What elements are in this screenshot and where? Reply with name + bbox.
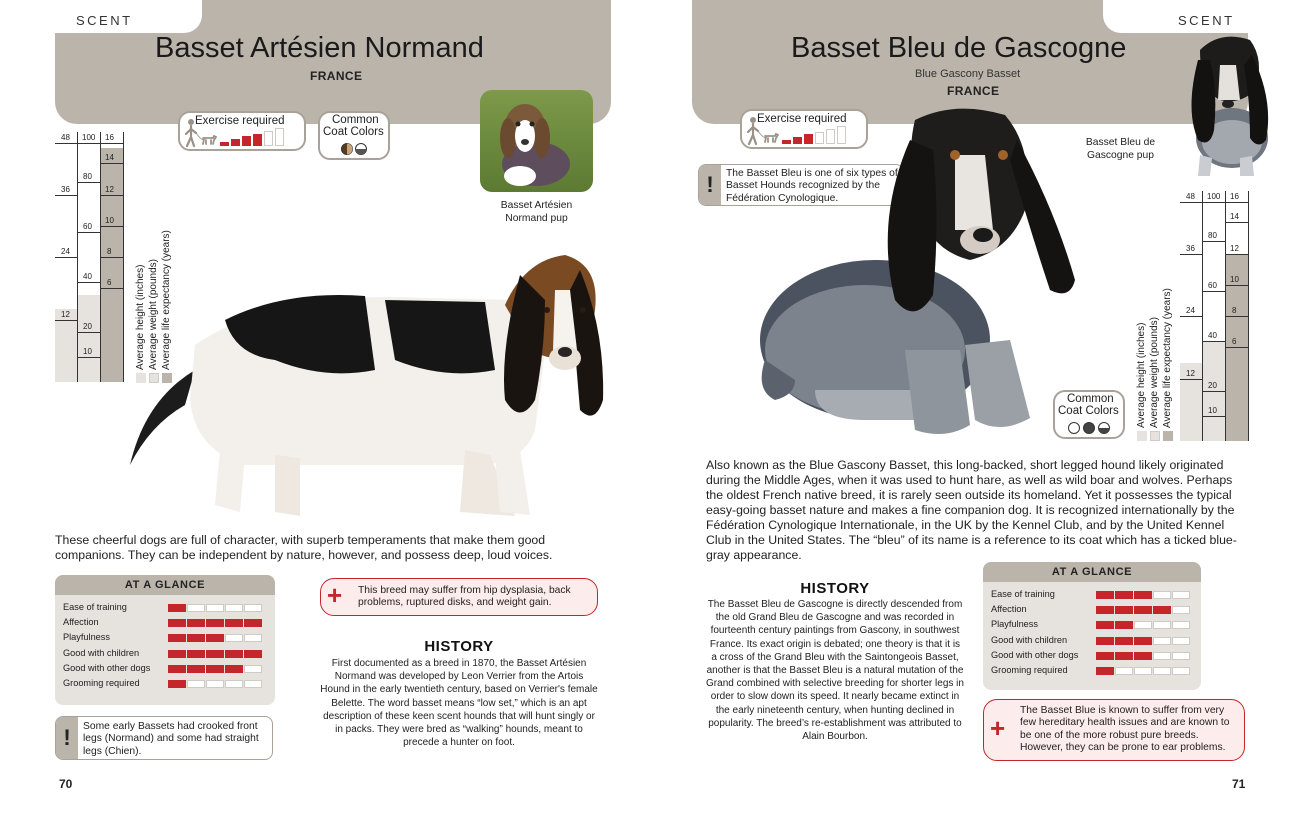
glance-rating-block bbox=[1172, 667, 1190, 675]
measure-tick-label: 20 bbox=[83, 322, 92, 331]
legend-swatch-life bbox=[1163, 431, 1173, 441]
right-pup-caption-line-1: Basset Bleu de bbox=[1085, 137, 1156, 148]
glance-row-label: Good with children bbox=[63, 647, 140, 658]
measure-tick-label: 12 bbox=[1186, 368, 1195, 378]
legend-height-label: Average height (inches) bbox=[1136, 322, 1147, 428]
left-history-title: HISTORY bbox=[424, 638, 494, 655]
measure-tick-line bbox=[1180, 316, 1202, 317]
glance-row-label: Affection bbox=[63, 617, 99, 628]
measure-tick-label: 10 bbox=[83, 347, 92, 356]
glance-rating-block bbox=[168, 680, 186, 688]
right-page-number: 71 bbox=[1232, 777, 1246, 791]
measure-tick-label: 8 bbox=[107, 247, 112, 256]
measure-tick-label: 60 bbox=[83, 222, 92, 231]
legend-weight-label: Average weight (pounds) bbox=[148, 259, 159, 370]
measure-tick-line bbox=[1226, 254, 1248, 255]
coat-color-swatch-icon bbox=[340, 142, 370, 156]
exercise-level-block bbox=[220, 142, 229, 146]
glance-rating-block bbox=[1115, 606, 1133, 614]
measure-tick-line bbox=[1203, 291, 1225, 292]
glance-rating-block bbox=[1134, 667, 1152, 675]
glance-row-label: Grooming required bbox=[991, 665, 1068, 675]
glance-rating-block bbox=[187, 650, 205, 658]
left-note-text: Some early Bassets had crooked front legs (Normand) and some had straight legs (Chien). bbox=[83, 721, 259, 757]
measure-tick-line bbox=[1203, 341, 1225, 342]
right-coat-pill bbox=[1053, 390, 1125, 439]
glance-rating-block bbox=[1134, 637, 1152, 645]
coat-color-swatch-icon bbox=[1067, 421, 1113, 435]
measure-tick-line bbox=[101, 257, 123, 258]
measure-tick-label: 40 bbox=[83, 272, 92, 281]
exercise-level-block bbox=[264, 131, 273, 146]
glance-rating-block bbox=[225, 604, 243, 612]
measure-tick-label: 12 bbox=[61, 309, 70, 319]
left-pup-caption-line-2: Normand pup bbox=[505, 213, 568, 224]
glance-rating-block bbox=[1172, 591, 1190, 599]
measure-tick-label: 8 bbox=[1232, 306, 1237, 315]
left-exercise-pill bbox=[178, 111, 306, 151]
glance-rating-block bbox=[1134, 652, 1152, 660]
glance-rating-block bbox=[1096, 637, 1114, 645]
glance-row-label: Affection bbox=[991, 604, 1027, 615]
right-intro-text: Also known as the Blue Gascony Basset, this long-backed, short legged hound likely originated during the Middle Ages, when it was used to hunt hare, as well as wild boar and wolves. Perhaps the oldest French native breed, it is rarely seen outside its homeland. Yet it possesses the typical easy-going basset nature and makes a fine companion dog. It is recognized internationally by the Fédération Cynologique Internationale, in the UK by the Kennel Club, and by the United Kennel Club in the United States. The “bleu” of its name is a reference to its coat which has a ticked blue-gray appearance. bbox=[706, 458, 1237, 562]
measure-tick-line bbox=[1203, 391, 1225, 392]
measure-tick-label: 80 bbox=[83, 172, 92, 181]
measure-max-label: 100 bbox=[1207, 192, 1221, 201]
left-intro-text: These cheerful dogs are full of character, with superb temperaments that make them good companions. They can be independent by nature, however, and possess deep, loud voices. bbox=[55, 533, 553, 562]
measure-tick-label: 36 bbox=[1186, 243, 1195, 253]
glance-rating-block bbox=[244, 650, 262, 658]
right-at-a-glance bbox=[983, 562, 1201, 690]
measure-tick-line bbox=[101, 195, 123, 196]
measure-column-divider bbox=[1202, 191, 1203, 441]
glance-rating-block bbox=[225, 665, 243, 673]
measure-max-label: 16 bbox=[1230, 192, 1239, 201]
left-coat-label-2: Coat Colors bbox=[323, 126, 384, 138]
left-page-number: 70 bbox=[59, 777, 73, 791]
glance-rating-block bbox=[168, 650, 186, 658]
glance-row-label: Good with other dogs bbox=[991, 649, 1079, 660]
glance-rating-block bbox=[1153, 621, 1171, 629]
right-glance-title: AT A GLANCE bbox=[983, 562, 1201, 582]
glance-rating-block bbox=[168, 619, 186, 627]
right-health-box bbox=[983, 699, 1245, 761]
measure-tick-label: 24 bbox=[61, 247, 70, 256]
left-pup-caption-line-1: Basset Artésien bbox=[500, 200, 573, 211]
measure-top-rule bbox=[1180, 202, 1248, 203]
left-exercise-label: Exercise required bbox=[195, 115, 285, 127]
glance-rating-block bbox=[244, 619, 262, 627]
glance-rating-block bbox=[1153, 652, 1171, 660]
right-subtitle: Blue Gascony Basset bbox=[915, 68, 1021, 80]
glance-rating-block bbox=[1172, 606, 1190, 614]
exclamation-icon: ! bbox=[699, 165, 721, 205]
glance-rating-block bbox=[206, 650, 224, 658]
left-at-a-glance bbox=[55, 575, 275, 705]
legend-swatch-height bbox=[1137, 431, 1147, 441]
right-measurement-chart bbox=[1180, 191, 1250, 443]
measure-tick-line bbox=[101, 288, 123, 289]
legend-life-label: Average life expectancy (years) bbox=[1162, 288, 1173, 428]
glance-rating-block bbox=[1153, 606, 1171, 614]
glance-rating-block bbox=[187, 634, 205, 642]
glance-rating-block bbox=[187, 680, 205, 688]
right-coat-label-2: Coat Colors bbox=[1058, 405, 1119, 417]
measure-tick-label: 6 bbox=[107, 278, 112, 288]
measure-tick-line bbox=[78, 232, 100, 233]
glance-rating-block bbox=[225, 619, 243, 627]
left-glance-title: AT A GLANCE bbox=[55, 575, 275, 595]
glance-rating-block bbox=[1134, 591, 1152, 599]
glance-rating-block bbox=[206, 665, 224, 673]
glance-row-label: Ease of training bbox=[991, 589, 1055, 599]
measure-tick-line bbox=[55, 257, 77, 258]
measure-tick-line bbox=[55, 320, 77, 321]
plus-icon: + bbox=[327, 580, 343, 610]
glance-rating-block bbox=[1115, 621, 1133, 629]
glance-row-label: Good with other dogs bbox=[63, 662, 151, 673]
measure-tick-line bbox=[1180, 379, 1202, 380]
legend-height-label: Average height (inches) bbox=[135, 264, 146, 370]
glance-rating-block bbox=[168, 665, 186, 673]
glance-rating-block bbox=[225, 680, 243, 688]
measure-tick-line bbox=[78, 182, 100, 183]
glance-rating-block bbox=[1115, 652, 1133, 660]
measure-tick-line bbox=[1203, 416, 1225, 417]
right-history-title: HISTORY bbox=[800, 580, 870, 597]
glance-rating-block bbox=[244, 604, 262, 612]
measure-tick-label: 12 bbox=[1230, 243, 1239, 253]
glance-rating-block bbox=[1172, 621, 1190, 629]
right-exercise-label: Exercise required bbox=[757, 113, 847, 125]
glance-rating-block bbox=[187, 665, 205, 673]
glance-rating-block bbox=[225, 650, 243, 658]
right-pup-caption bbox=[1073, 136, 1168, 162]
plus-icon: + bbox=[990, 713, 1006, 743]
glance-rating-block bbox=[168, 604, 186, 612]
walking-person-dog-icon bbox=[183, 118, 217, 148]
glance-row-label: Ease of training bbox=[63, 602, 127, 612]
left-section-tab bbox=[55, 0, 202, 33]
glance-rating-block bbox=[1096, 652, 1114, 660]
glance-rating-block bbox=[187, 619, 205, 627]
measure-tick-line bbox=[1226, 316, 1248, 317]
measure-max-label: 48 bbox=[1186, 192, 1195, 201]
measure-tick-label: 10 bbox=[1208, 406, 1217, 415]
glance-row-label: Playfulness bbox=[991, 619, 1038, 630]
right-main-dog-photo bbox=[755, 100, 1085, 450]
glance-rating-block bbox=[1115, 591, 1133, 599]
right-section-label: SCENT bbox=[1178, 13, 1235, 28]
measure-tick-line bbox=[1226, 285, 1248, 286]
glance-row-label: Grooming required bbox=[63, 678, 140, 688]
glance-rating-block bbox=[187, 604, 205, 612]
measure-max-label: 100 bbox=[82, 133, 96, 142]
glance-rating-block bbox=[1096, 606, 1114, 614]
legend-life-label: Average life expectancy (years) bbox=[161, 230, 172, 370]
left-coat-label-1: Common bbox=[332, 114, 379, 126]
measure-tick-line bbox=[1203, 241, 1225, 242]
glance-rating-block bbox=[1134, 606, 1152, 614]
glance-rating-block bbox=[1096, 591, 1114, 599]
right-pup-caption-line-2: Gascogne pup bbox=[1087, 150, 1154, 161]
measure-tick-line bbox=[1180, 254, 1202, 255]
measure-tick-line bbox=[1226, 347, 1248, 348]
measure-max-label: 48 bbox=[61, 133, 70, 142]
right-breed-title: Basset Bleu de Gascogne bbox=[791, 32, 1127, 64]
glance-rating-block bbox=[244, 665, 262, 673]
measure-tick-line bbox=[101, 163, 123, 164]
exercise-level-block bbox=[231, 139, 240, 146]
glance-rating-block bbox=[1153, 591, 1171, 599]
measure-range-band bbox=[101, 148, 123, 382]
glance-rating-block bbox=[206, 680, 224, 688]
glance-rating-block bbox=[244, 634, 262, 642]
left-health-box bbox=[320, 578, 598, 616]
glance-rating-block bbox=[1172, 652, 1190, 660]
measure-tick-line bbox=[55, 195, 77, 196]
glance-rating-block bbox=[206, 604, 224, 612]
glance-rating-block bbox=[225, 634, 243, 642]
measure-tick-label: 60 bbox=[1208, 281, 1217, 290]
measure-tick-label: 36 bbox=[61, 184, 70, 194]
right-history-text: The Basset Bleu de Gascogne is directly descended from the old Grand Bleu de Gascogne and was recorded in fourteenth century paintings from Gascony, in southwest France. Its exact origin is debated; one theory is that it is a cross of the Grand Bleu with the Saintongeois Basset, another is that the Basset Bleu is a natural mutation of the Grand combined with selective breeding for shorter legs in order to slow down its speed. It nearly became extinct in the early nineteenth century, when hunting declined in popularity. The breed’s re-establishment was attributed to Alain Bourbon. bbox=[706, 599, 964, 743]
left-section-label: SCENT bbox=[76, 13, 133, 28]
glance-rating-block bbox=[206, 634, 224, 642]
measure-top-rule bbox=[55, 143, 123, 144]
left-pup-caption bbox=[480, 199, 593, 225]
measure-tick-label: 14 bbox=[1230, 212, 1239, 222]
left-breed-title: Basset Artésien Normand bbox=[155, 32, 484, 64]
measure-tick-line bbox=[1226, 222, 1248, 223]
measure-max-label: 16 bbox=[105, 133, 114, 142]
glance-rating-block bbox=[1153, 667, 1171, 675]
exercise-level-block bbox=[242, 136, 251, 146]
right-coat-label-1: Common bbox=[1067, 393, 1114, 405]
right-country: FRANCE bbox=[947, 84, 1000, 98]
exercise-level-block bbox=[253, 134, 262, 146]
glance-rating-block bbox=[1096, 621, 1114, 629]
exclamation-icon: ! bbox=[56, 717, 78, 759]
glance-rating-block bbox=[1096, 667, 1114, 675]
measure-tick-line bbox=[101, 226, 123, 227]
glance-row-label: Good with children bbox=[991, 634, 1068, 645]
left-exercise-bars bbox=[220, 128, 290, 146]
measure-tick-label: 10 bbox=[1230, 274, 1239, 284]
glance-rating-block bbox=[1115, 637, 1133, 645]
measure-tick-label: 80 bbox=[1208, 231, 1217, 240]
right-section-tab bbox=[1103, 0, 1304, 33]
right-health-text: The Basset Blue is known to suffer from very few hereditary health issues and are known to be one of the more robust pure breeds. However, they can be prone to ear problems. bbox=[1020, 705, 1230, 754]
measure-column-divider bbox=[1248, 191, 1249, 441]
measure-range-band bbox=[78, 295, 100, 383]
measure-tick-line bbox=[78, 332, 100, 333]
measure-tick-line bbox=[78, 357, 100, 358]
right-fact-text: The Basset Bleu is one of six types of Basset Hounds recognized by the Fédération Cynologique. bbox=[726, 168, 898, 204]
left-coat-pill bbox=[318, 111, 390, 160]
glance-rating-block bbox=[168, 634, 186, 642]
exercise-level-block bbox=[275, 128, 284, 146]
measure-column-divider bbox=[77, 132, 78, 382]
glance-row-label: Playfulness bbox=[63, 632, 110, 643]
left-health-text: This breed may suffer from hip dysplasia, back problems, ruptured disks, and weight gain. bbox=[358, 585, 571, 609]
left-measurement-chart bbox=[55, 132, 125, 384]
left-pup-photo bbox=[480, 90, 593, 192]
measure-tick-label: 20 bbox=[1208, 381, 1217, 390]
left-main-dog-photo bbox=[125, 250, 610, 525]
measure-tick-line bbox=[78, 282, 100, 283]
measure-tick-label: 40 bbox=[1208, 331, 1217, 340]
right-pup-photo bbox=[1170, 30, 1278, 178]
glance-rating-block bbox=[1172, 637, 1190, 645]
legend-swatch-weight bbox=[1150, 431, 1160, 441]
glance-rating-block bbox=[206, 619, 224, 627]
glance-rating-block bbox=[1153, 637, 1171, 645]
measure-tick-label: 24 bbox=[1186, 306, 1195, 315]
measure-tick-label: 14 bbox=[105, 153, 114, 163]
legend-weight-label: Average weight (pounds) bbox=[1149, 317, 1160, 428]
left-history-text: First documented as a breed in 1870, the Basset Artésien Normand was developed by Leon Verrier from the Artois Hound in the early twentieth century, based on Verrier's female Belette. The word basset means “low set,” which is an apt description of these keen scent hounds that will hunt singly or in packs. They were bred as “walking” hounds, meant to precede a hunter on foot. bbox=[320, 658, 598, 749]
measure-tick-label: 6 bbox=[1232, 337, 1237, 347]
left-note-box bbox=[55, 716, 273, 760]
glance-rating-block bbox=[244, 680, 262, 688]
glance-rating-block bbox=[1134, 621, 1152, 629]
left-country: FRANCE bbox=[310, 69, 363, 83]
measure-tick-label: 12 bbox=[105, 184, 114, 194]
measure-column-divider bbox=[123, 132, 124, 382]
glance-rating-block bbox=[1115, 667, 1133, 675]
measure-tick-label: 10 bbox=[105, 215, 114, 225]
